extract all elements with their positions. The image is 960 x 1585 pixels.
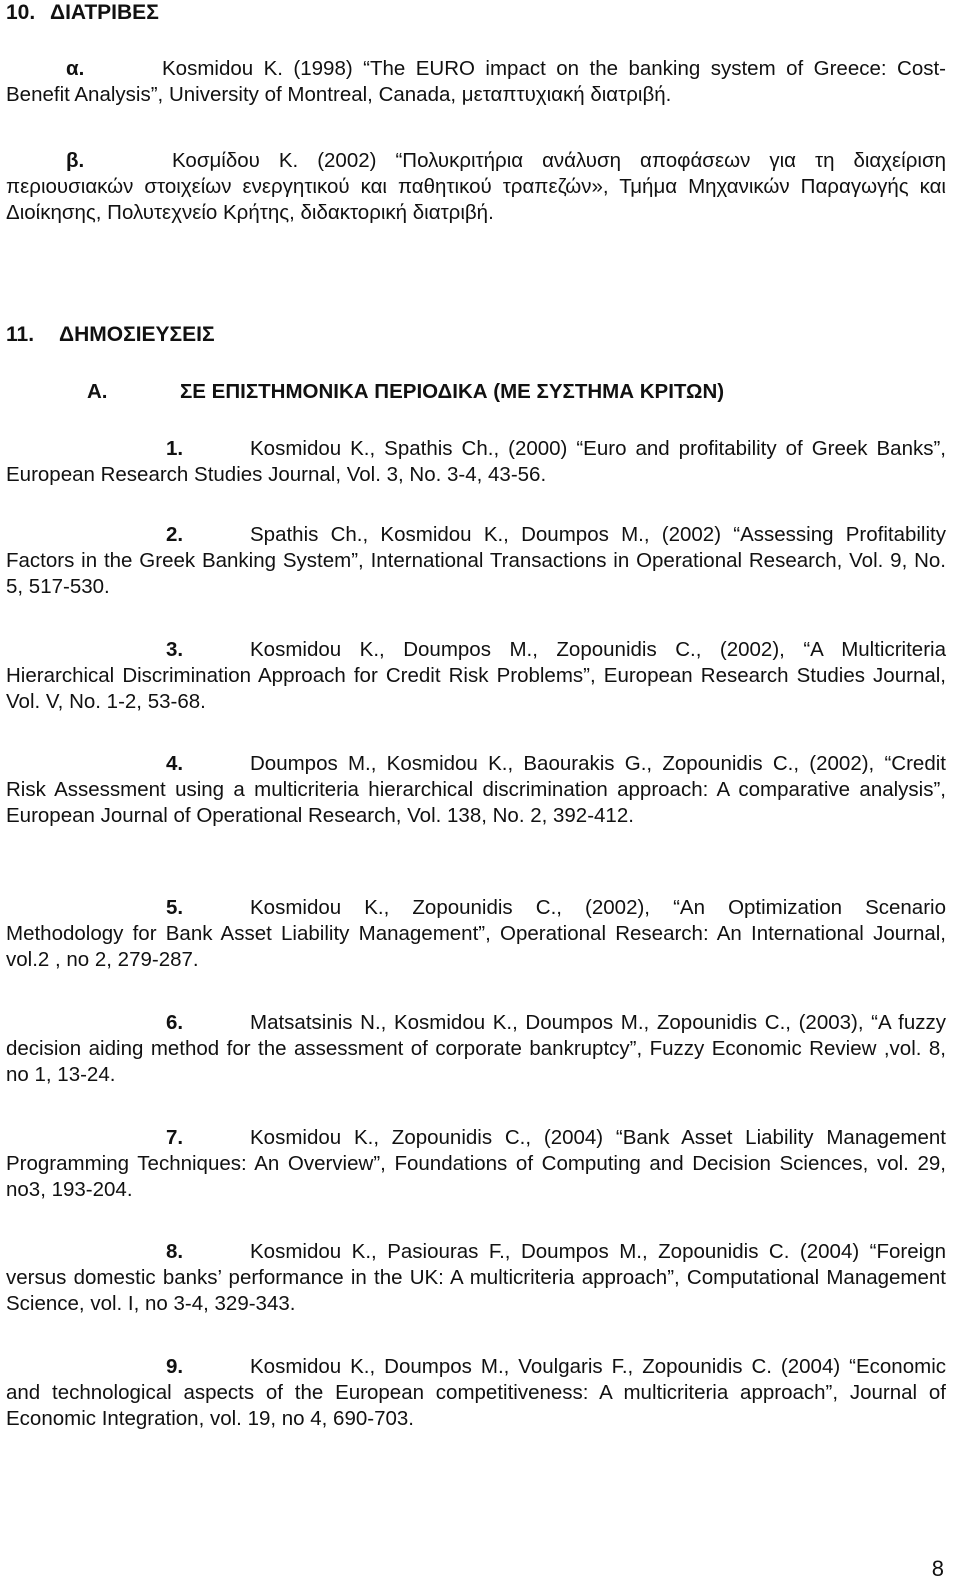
reference-1-text: Kosmidou K., Spathis Ch., (2000) “Euro and profitability of Greek Banks”, European Research Studies Journal, Vol. 3, No. 3-4, 43-56. (6, 437, 946, 486)
section-11-number: 11. (6, 323, 35, 346)
thesis-item-b-label: β. (66, 149, 85, 172)
reference-1 (6, 436, 946, 488)
reference-8-label: 8. (166, 1240, 184, 1263)
reference-9-text: Kosmidou K., Doumpos M., Voulgaris F., Zopounidis C. (2004) “Economic and technological aspects of the European competitiveness: A multicriteria approach”, Journal of Economic Integration, vol. 19, no 4, 690-703. (6, 1355, 946, 1430)
section-11-title: ΔΗΜΟΣΙΕΥΣΕΙΣ (59, 323, 215, 346)
reference-2 (6, 522, 946, 600)
reference-8-text: Kosmidou K., Pasiouras F., Doumpos M., Zopounidis C. (2004) “Foreign versus domestic banks’ performance in the UK: A multicriteria approach”, Computational Management Science, vol. I, no 3-4, 329-343. (6, 1240, 946, 1315)
reference-4-label: 4. (166, 752, 184, 775)
section-10-heading (6, 0, 159, 26)
reference-7 (6, 1125, 946, 1203)
subsection-a-heading (87, 379, 724, 405)
thesis-item-b-text: Κοσμίδου Κ. (2002) “Πολυκριτήρια ανάλυση αποφάσεων για τη διαχείριση περιουσιακών στοιχείων ενεργητικού και παθητικού τραπεζών», Τμήμα Μηχανικών Παραγωγής και Διοίκησης, Πολυτεχνείο Κρήτης, διδακτορική διατριβή. (6, 149, 946, 224)
reference-4 (6, 751, 946, 829)
reference-5 (6, 895, 946, 973)
reference-8 (6, 1239, 946, 1317)
section-10-number: 10. (6, 1, 36, 24)
reference-3-text: Kosmidou K., Doumpos M., Zopounidis C., (2002), “A Multicriteria Hierarchical Discrimination Approach for Credit Risk Problems”, European Research Studies Journal, Vol. V, No. 1-2, 53-68. (6, 638, 946, 713)
subsection-a-title: ΣΕ ΕΠΙΣΤΗΜΟΝΙΚΑ ΠΕΡΙΟΔΙΚΑ (ΜΕ ΣΥΣΤΗΜΑ ΚΡΙΤΩΝ) (180, 380, 725, 403)
reference-1-label: 1. (166, 437, 184, 460)
thesis-item-a-label: α. (66, 57, 85, 80)
reference-6-label: 6. (166, 1011, 184, 1034)
reference-7-text: Kosmidou K., Zopounidis C., (2004) “Bank Asset Liability Management Programming Techniques: An Overview”, Foundations of Computing and Decision Sciences, vol. 29, no3, 193-204. (6, 1126, 946, 1201)
page-number: 8 (931, 1556, 944, 1581)
reference-3-label: 3. (166, 638, 184, 661)
reference-2-text: Spathis Ch., Kosmidou K., Doumpos M., (2002) “Assessing Profitability Factors in the Greek Banking System”, International Transactions in Operational Research, Vol. 9, No. 5, 517-530. (6, 523, 946, 598)
reference-2-label: 2. (166, 523, 184, 546)
thesis-item-b (6, 148, 946, 226)
thesis-item-a-text: Kosmidou K. (1998) “The EURO impact on the banking system of Greece: Cost-Benefit Analysis”, University of Montreal, Canada, μεταπτυχιακή διατριβή. (6, 57, 946, 106)
reference-4-text: Doumpos M., Kosmidou K., Baourakis G., Zopounidis C., (2002), “Credit Risk Assessment using a multicriteria hierarchical discrimination approach: A comparative analysis”, European Journal of Operational Research, Vol. 138, No. 2, 392-412. (6, 752, 946, 827)
thesis-item-a (6, 56, 946, 108)
reference-5-label: 5. (166, 896, 184, 919)
reference-9 (6, 1354, 946, 1432)
reference-3 (6, 637, 946, 715)
reference-6 (6, 1010, 946, 1088)
section-11-heading (6, 322, 215, 348)
section-10-title: ΔΙΑΤΡΙΒΕΣ (50, 1, 159, 24)
reference-9-label: 9. (166, 1355, 184, 1378)
reference-6-text: Matsatsinis N., Kosmidou K., Doumpos M., Zopounidis C., (2003), “A fuzzy decision aiding method for the assessment of corporate bankruptcy”, Fuzzy Economic Review ,vol. 8, no 1, 13-24. (6, 1011, 946, 1086)
reference-5-text: Kosmidou K., Zopounidis C., (2002), “An Optimization Scenario Methodology for Bank Asset Liability Management”, Operational Research: An International Journal, vol.2 , no 2, 279-287. (6, 896, 946, 971)
subsection-a-label: Α. (87, 380, 108, 403)
reference-7-label: 7. (166, 1126, 184, 1149)
